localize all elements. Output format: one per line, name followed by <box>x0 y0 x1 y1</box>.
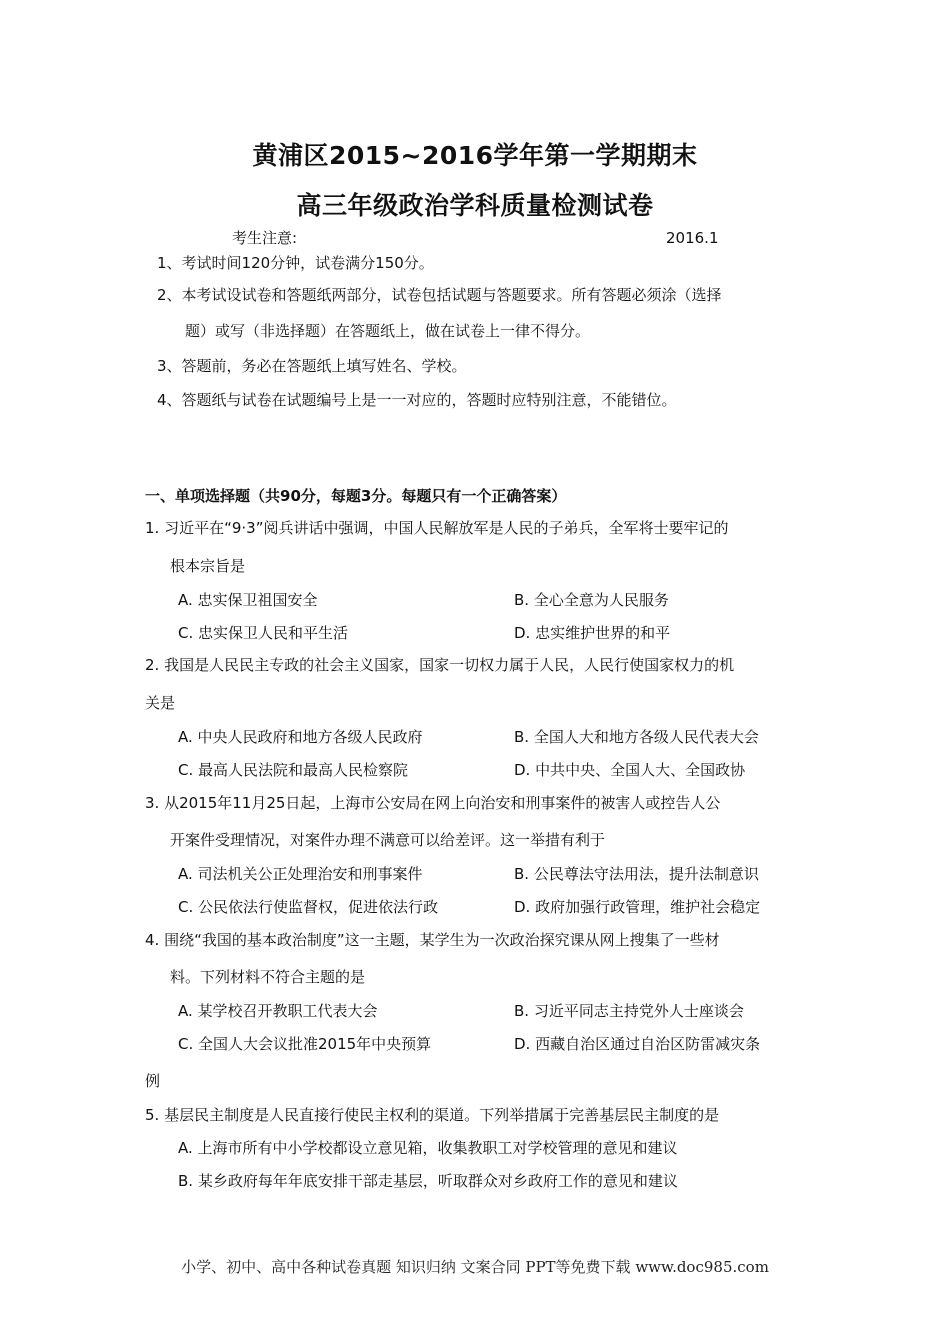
option-b: B. 全心全意为人民服务 <box>514 591 669 609</box>
notice-item: 1、考试时间120分钟，试卷满分150分。 <box>157 254 434 272</box>
option-d: D. 忠实维护世界的和平 <box>514 624 671 642</box>
question-stem: 1. 习近平在“9·3”阅兵讲话中强调，中国人民解放军是人民的子弟兵，全军将士要牢记的 <box>145 519 729 537</box>
question-stem-continued: 料。下列材料不符合主题的是 <box>170 968 366 986</box>
notice-item: 3、答题前，务必在答题纸上填写姓名、学校。 <box>157 357 467 375</box>
notice-item-continued: 题）或写（非选择题）在答题纸上，做在试卷上一律不得分。 <box>185 322 591 340</box>
option-c: C. 全国人大会议批准2015年中央预算 <box>178 1035 432 1053</box>
notice-label: 考生注意: <box>232 229 298 247</box>
exam-title-line2: 高三年级政治学科质量检测试卷 <box>296 191 654 220</box>
question-stem: 5. 基层民主制度是人民直接行使民主权利的渠道。下列举措属于完善基层民主制度的是 <box>145 1106 720 1124</box>
question-stem: 2. 我国是人民民主专政的社会主义国家，国家一切权力属于人民，人民行使国家权力的机 <box>145 656 735 674</box>
option-c: C. 最高人民法院和最高人民检察院 <box>178 761 409 779</box>
option-c: C. 公民依法行使监督权，促进依法行政 <box>178 898 439 916</box>
question-stem: 4. 围绕“我国的基本政治制度”这一主题，某学生为一次政治探究课从网上搜集了一些材 <box>145 931 720 949</box>
notice-item: 4、答题纸与试卷在试题编号上是一一对应的，答题时应特别注意，不能错位。 <box>157 391 677 409</box>
option-d: D. 政府加强行政管理，维护社会稳定 <box>514 898 761 916</box>
option-b: B. 某乡政府每年年底安排干部走基层，听取群众对乡政府工作的意见和建议 <box>178 1172 678 1190</box>
notice-item: 2、本考试设试卷和答题纸两部分，试卷包括试题与答题要求。所有答题必须涂（选择 <box>157 286 722 304</box>
question-stem-continued: 关是 <box>145 694 176 712</box>
option-a: A. 忠实保卫祖国安全 <box>178 591 318 609</box>
section-heading: 一、单项选择题（共90分，每题3分。每题只有一个正确答案） <box>145 487 567 505</box>
option-b: B. 全国人大和地方各级人民代表大会 <box>514 728 759 746</box>
option-b: B. 公民尊法守法用法，提升法制意识 <box>514 865 759 883</box>
option-a: A. 某学校召开教职工代表大会 <box>178 1002 378 1020</box>
option-a: A. 司法机关公正处理治安和刑事案件 <box>178 865 423 883</box>
option-d-continued: 例 <box>145 1072 161 1090</box>
exam-date: 2016.1 <box>666 229 719 247</box>
option-b: B. 习近平同志主持党外人士座谈会 <box>514 1002 744 1020</box>
option-d: D. 中共中央、全国人大、全国政协 <box>514 761 746 779</box>
exam-title-line1: 黄浦区2015~2016学年第一学期期末 <box>252 141 698 170</box>
question-stem-continued: 开案件受理情况，对案件办理不满意可以给差评。这一举措有利于 <box>170 831 606 849</box>
option-a: A. 中央人民政府和地方各级人民政府 <box>178 728 423 746</box>
option-d: D. 西藏自治区通过自治区防雷减灾条 <box>514 1035 761 1053</box>
footer-text: 小学、初中、高中各种试卷真题 知识归纳 文案合同 PPT等免费下载 www.doc985.com <box>181 1258 769 1276</box>
question-stem-continued: 根本宗旨是 <box>170 557 246 575</box>
question-stem: 3. 从2015年11月25日起，上海市公安局在网上向治安和刑事案件的被害人或控告人公 <box>145 794 721 812</box>
option-c: C. 忠实保卫人民和平生活 <box>178 624 349 642</box>
option-a: A. 上海市所有中小学校都设立意见箱，收集教职工对学校管理的意见和建议 <box>178 1139 678 1157</box>
